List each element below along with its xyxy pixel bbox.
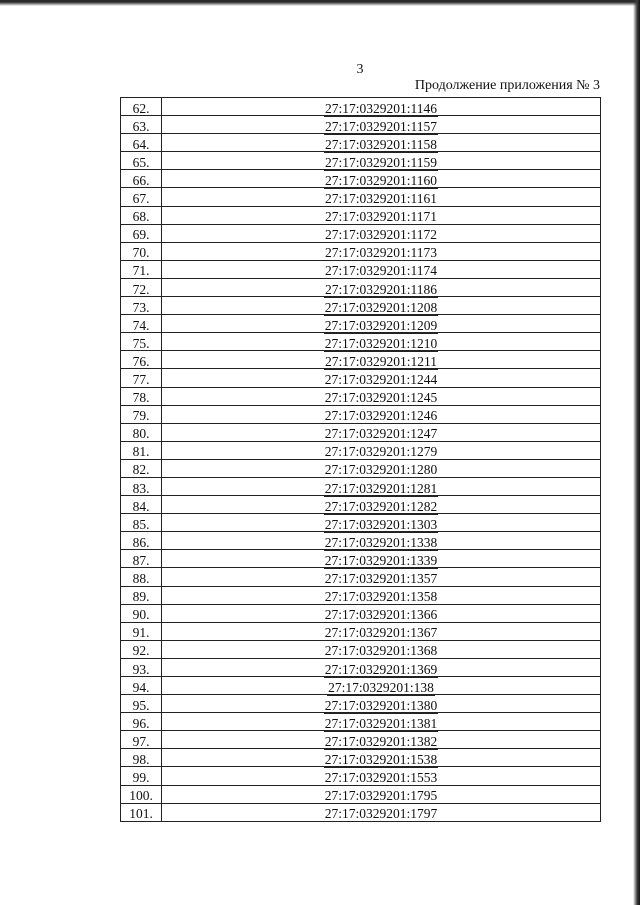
cadastral-number-cell <box>162 333 601 351</box>
cadastral-number-cell <box>162 188 601 206</box>
cadastral-number-table <box>120 97 601 822</box>
cadastral-number-cell <box>162 242 601 260</box>
cadastral-number-cell <box>162 514 601 532</box>
cadastral-number: 27:17:0329201:1339 <box>324 552 438 568</box>
cadastral-number-cell <box>162 586 601 604</box>
cadastral-number-cell <box>162 568 601 586</box>
row-number-cell: 93. <box>121 658 162 676</box>
row-number-cell: 77. <box>121 369 162 387</box>
cadastral-number-cell <box>162 677 601 695</box>
row-number-cell: 100. <box>121 785 162 803</box>
table-row <box>121 351 601 369</box>
cadastral-number: 27:17:0329201:1173 <box>324 245 437 261</box>
cadastral-number: 27:17:0329201:1160 <box>324 172 437 188</box>
table-row <box>121 369 601 387</box>
row-number-cell: 75. <box>121 333 162 351</box>
cadastral-number: 27:17:0329201:1358 <box>324 589 438 605</box>
cadastral-number: 27:17:0329201:1208 <box>324 299 438 315</box>
table-row <box>121 98 601 116</box>
cadastral-number-cell <box>162 441 601 459</box>
row-number-cell: 71. <box>121 260 162 278</box>
row-number-cell: 83. <box>121 477 162 495</box>
table-row <box>121 224 601 242</box>
row-number-cell: 62. <box>121 98 162 116</box>
cadastral-number-cell <box>162 713 601 731</box>
cadastral-number-cell <box>162 278 601 296</box>
table-row <box>121 134 601 152</box>
cadastral-number-cell <box>162 315 601 333</box>
table-row <box>121 206 601 224</box>
table-row <box>121 116 601 134</box>
cadastral-number-cell <box>162 423 601 441</box>
table-row <box>121 532 601 550</box>
cadastral-number: 27:17:0329201:1366 <box>324 607 438 623</box>
table-row <box>121 459 601 477</box>
cadastral-number: 27:17:0329201:1369 <box>324 661 438 677</box>
table-row <box>121 695 601 713</box>
cadastral-number: 27:17:0329201:1797 <box>324 806 438 822</box>
cadastral-number-cell <box>162 405 601 423</box>
row-number-cell: 91. <box>121 622 162 640</box>
row-number-cell: 64. <box>121 134 162 152</box>
scan-right-edge <box>633 0 640 905</box>
cadastral-number: 27:17:0329201:1186 <box>324 281 437 297</box>
table-row <box>121 423 601 441</box>
cadastral-number-cell <box>162 604 601 622</box>
table-row <box>121 405 601 423</box>
cadastral-number: 27:17:0329201:1172 <box>324 227 437 243</box>
cadastral-number-cell <box>162 260 601 278</box>
cadastral-number: 27:17:0329201:1171 <box>324 209 437 225</box>
cadastral-number: 27:17:0329201:138 <box>328 679 434 695</box>
cadastral-number: 27:17:0329201:1146 <box>324 100 437 116</box>
row-number-cell: 88. <box>121 568 162 586</box>
row-number-cell: 65. <box>121 152 162 170</box>
row-number-cell: 90. <box>121 604 162 622</box>
cadastral-number-cell <box>162 640 601 658</box>
row-number-cell: 70. <box>121 242 162 260</box>
row-number-cell: 73. <box>121 297 162 315</box>
row-number-cell: 78. <box>121 387 162 405</box>
table-row <box>121 713 601 731</box>
table-row <box>121 188 601 206</box>
cadastral-number-cell <box>162 369 601 387</box>
row-number-cell: 99. <box>121 767 162 785</box>
cadastral-number: 27:17:0329201:1282 <box>324 498 438 514</box>
table-row <box>121 767 601 785</box>
cadastral-number: 27:17:0329201:1380 <box>324 697 438 713</box>
table-row <box>121 586 601 604</box>
cadastral-number-cell <box>162 477 601 495</box>
row-number-cell: 66. <box>121 170 162 188</box>
table-body <box>121 98 601 822</box>
table-row <box>121 568 601 586</box>
cadastral-number: 27:17:0329201:1367 <box>324 625 438 641</box>
row-number-cell: 87. <box>121 550 162 568</box>
row-number-cell: 101. <box>121 803 162 821</box>
cadastral-number-cell <box>162 459 601 477</box>
cadastral-number-cell <box>162 206 601 224</box>
table-row <box>121 749 601 767</box>
row-number-cell: 96. <box>121 713 162 731</box>
page-number: 3 <box>356 62 364 77</box>
cadastral-number: 27:17:0329201:1174 <box>324 263 437 279</box>
cadastral-number-cell <box>162 496 601 514</box>
cadastral-number: 27:17:0329201:1338 <box>324 534 438 550</box>
row-number-cell: 92. <box>121 640 162 658</box>
cadastral-number: 27:17:0329201:1247 <box>324 426 438 442</box>
row-number-cell: 94. <box>121 677 162 695</box>
table-row <box>121 514 601 532</box>
row-number-cell: 80. <box>121 423 162 441</box>
cadastral-number-cell <box>162 622 601 640</box>
cadastral-number-cell <box>162 550 601 568</box>
row-number-cell: 72. <box>121 278 162 296</box>
table-row <box>121 622 601 640</box>
row-number-cell: 86. <box>121 532 162 550</box>
row-number-cell: 95. <box>121 695 162 713</box>
row-number-cell: 67. <box>121 188 162 206</box>
row-number-cell: 84. <box>121 496 162 514</box>
cadastral-number-cell <box>162 803 601 821</box>
cadastral-number: 27:17:0329201:1381 <box>324 715 438 731</box>
row-number-cell: 85. <box>121 514 162 532</box>
table-row <box>121 658 601 676</box>
table-row <box>121 260 601 278</box>
cadastral-number-cell <box>162 297 601 315</box>
row-number-cell: 76. <box>121 351 162 369</box>
cadastral-number: 27:17:0329201:1211 <box>324 353 437 369</box>
table-row <box>121 441 601 459</box>
table-row <box>121 785 601 803</box>
cadastral-number: 27:17:0329201:1280 <box>324 462 438 478</box>
table-row <box>121 297 601 315</box>
table-row <box>121 333 601 351</box>
cadastral-number-cell <box>162 351 601 369</box>
cadastral-number-cell <box>162 767 601 785</box>
cadastral-number-cell <box>162 532 601 550</box>
cadastral-number: 27:17:0329201:1157 <box>324 118 437 134</box>
appendix-continuation-label: Продолжение приложения № 3 <box>414 78 600 93</box>
row-number-cell: 68. <box>121 206 162 224</box>
table-row <box>121 477 601 495</box>
cadastral-number: 27:17:0329201:1553 <box>324 770 438 786</box>
cadastral-number-cell <box>162 134 601 152</box>
cadastral-number: 27:17:0329201:1279 <box>324 444 438 460</box>
cadastral-number: 27:17:0329201:1281 <box>324 480 438 496</box>
table-row <box>121 677 601 695</box>
table-row <box>121 242 601 260</box>
row-number-cell: 81. <box>121 441 162 459</box>
cadastral-number-cell <box>162 224 601 242</box>
cadastral-number-cell <box>162 731 601 749</box>
table-row <box>121 550 601 568</box>
cadastral-number: 27:17:0329201:1244 <box>324 372 438 387</box>
cadastral-number-cell <box>162 658 601 676</box>
cadastral-number-cell <box>162 98 601 116</box>
row-number-cell: 63. <box>121 116 162 134</box>
table-row <box>121 803 601 821</box>
table-row <box>121 170 601 188</box>
table-row <box>121 731 601 749</box>
cadastral-number: 27:17:0329201:1382 <box>324 733 438 749</box>
scan-top-edge <box>0 0 640 6</box>
cadastral-number: 27:17:0329201:1303 <box>324 516 438 532</box>
cadastral-number-cell <box>162 170 601 188</box>
table-row <box>121 387 601 405</box>
cadastral-number: 27:17:0329201:1246 <box>324 408 438 424</box>
row-number-cell: 69. <box>121 224 162 242</box>
cadastral-number-cell <box>162 116 601 134</box>
cadastral-number: 27:17:0329201:1245 <box>324 390 438 406</box>
table-row <box>121 604 601 622</box>
table-row <box>121 278 601 296</box>
cadastral-number: 27:17:0329201:1368 <box>324 643 438 659</box>
table-row <box>121 315 601 333</box>
cadastral-number: 27:17:0329201:1795 <box>324 788 438 804</box>
cadastral-number-cell <box>162 152 601 170</box>
cadastral-number-cell <box>162 695 601 713</box>
cadastral-number: 27:17:0329201:1538 <box>324 751 438 767</box>
cadastral-number: 27:17:0329201:1159 <box>324 154 437 170</box>
cadastral-number-cell <box>162 387 601 405</box>
row-number-cell: 98. <box>121 749 162 767</box>
cadastral-number: 27:17:0329201:1158 <box>324 136 437 152</box>
table-row <box>121 496 601 514</box>
row-number-cell: 74. <box>121 315 162 333</box>
row-number-cell: 79. <box>121 405 162 423</box>
table-row <box>121 640 601 658</box>
cadastral-number: 27:17:0329201:1209 <box>324 317 438 333</box>
cadastral-number: 27:17:0329201:1161 <box>324 191 437 207</box>
cadastral-number: 27:17:0329201:1210 <box>324 335 438 351</box>
cadastral-number: 27:17:0329201:1357 <box>324 571 438 587</box>
cadastral-number-cell <box>162 749 601 767</box>
table-row <box>121 152 601 170</box>
cadastral-number-cell <box>162 785 601 803</box>
row-number-cell: 97. <box>121 731 162 749</box>
row-number-cell: 82. <box>121 459 162 477</box>
row-number-cell: 89. <box>121 586 162 604</box>
